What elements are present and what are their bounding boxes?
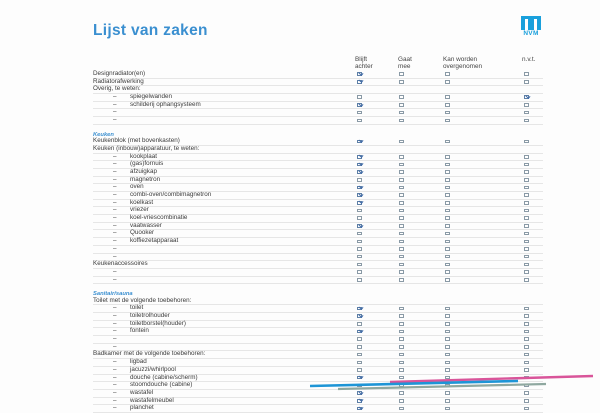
checkbox-blijft-achter[interactable] [357,376,362,380]
checkbox-gaat-mee[interactable] [399,384,404,388]
checkbox-gaat-mee[interactable] [399,376,404,380]
checkbox-blijft-achter[interactable] [357,80,362,84]
dash-bullet: – [113,275,117,283]
checkbox-nvt[interactable] [524,399,529,403]
row-label: koel-vriescombinatie [130,214,188,222]
dash-bullet: – [113,237,117,245]
table-row [93,223,543,231]
checkbox-nvt[interactable] [524,103,529,107]
checkbox-gaat-mee[interactable] [399,270,404,274]
row-label: Keuken (inbouw)apparatuur, te weten: [93,144,200,152]
checkbox-nvt[interactable] [524,247,529,251]
checkbox-gaat-mee[interactable] [399,368,404,372]
dash-bullet: – [113,206,117,214]
dash-bullet: – [113,108,117,116]
checkbox-kan-worden-overgenomen[interactable] [445,216,450,220]
checkbox-nvt[interactable] [524,216,529,220]
checkbox-gaat-mee[interactable] [399,103,404,107]
nvm-logo [520,16,542,44]
checkbox-gaat-mee[interactable] [399,209,404,213]
checkbox-nvt[interactable] [524,368,529,372]
column-header-line: Kan worden [443,56,478,63]
table-row [93,382,543,390]
checkbox-gaat-mee[interactable] [399,119,404,123]
checkbox-nvt[interactable] [524,140,529,144]
checkbox-kan-worden-overgenomen[interactable] [445,155,450,159]
checkbox-blijft-achter[interactable] [357,263,362,267]
checkbox-nvt[interactable] [524,391,529,395]
checkbox-blijft-achter[interactable] [357,72,362,76]
table-row [93,146,543,154]
dash-bullet: – [113,252,117,260]
checkbox-kan-worden-overgenomen[interactable] [445,376,450,380]
dash-bullet: – [113,365,117,373]
checkbox-gaat-mee[interactable] [399,240,404,244]
checkbox-blijft-achter[interactable] [357,240,362,244]
checkbox-blijft-achter[interactable] [357,111,362,115]
dash-bullet: – [113,335,117,343]
row-label: douche (cabine/scherm) [130,373,198,381]
checkbox-gaat-mee[interactable] [399,255,404,259]
checkbox-kan-worden-overgenomen[interactable] [445,247,450,251]
checkbox-kan-worden-overgenomen[interactable] [445,80,450,84]
checkbox-blijft-achter[interactable] [357,155,362,159]
table-row [93,192,543,200]
checkbox-nvt[interactable] [524,330,529,334]
nvm-logo-text: NVM [523,30,539,37]
checkbox-blijft-achter[interactable] [357,232,362,236]
dash-bullet: – [113,100,117,108]
checkbox-nvt[interactable] [524,263,529,267]
checkbox-gaat-mee[interactable] [399,232,404,236]
checkbox-nvt[interactable] [524,201,529,205]
checkbox-kan-worden-overgenomen[interactable] [445,240,450,244]
row-label: Keuken [93,131,114,138]
dash-bullet: – [113,183,117,191]
table-row [93,298,543,306]
row-label: toilet [130,304,144,312]
row-label: combi-oven/combimagnetron [130,191,212,198]
dash-bullet: – [113,221,117,229]
checkbox-gaat-mee[interactable] [399,330,404,334]
table-row [93,269,543,277]
column-header-line: Blijft [355,56,368,63]
checkbox-gaat-mee[interactable] [399,193,404,197]
checkbox-nvt[interactable] [524,322,529,326]
checkbox-blijft-achter[interactable] [357,278,362,282]
checkbox-nvt[interactable] [524,270,529,274]
row-label: (gas)fornuis [130,160,164,168]
checkbox-kan-worden-overgenomen[interactable] [445,270,450,274]
checkbox-nvt[interactable] [524,255,529,259]
dash-bullet: – [113,93,117,101]
checkbox-nvt[interactable] [524,193,529,197]
checkbox-blijft-achter[interactable] [357,103,362,107]
checkbox-blijft-achter[interactable] [357,337,362,341]
row-label: toiletborstel(houder) [130,319,187,327]
row-label: Overig, te weten: [93,85,141,93]
checkbox-blijft-achter[interactable] [357,314,362,318]
checkbox-gaat-mee[interactable] [399,353,404,357]
checkbox-gaat-mee[interactable] [399,247,404,251]
column-header-line: Gaat [398,56,412,63]
checkbox-gaat-mee[interactable] [399,399,404,403]
row-label: stoomdouche (cabine) [130,381,193,389]
checkbox-nvt[interactable] [524,384,529,388]
row-label: Toilet met de volgende toebehoren: [93,296,192,304]
dash-bullet: – [113,116,117,124]
checkbox-nvt[interactable] [524,155,529,159]
checkbox-nvt[interactable] [524,240,529,244]
nvm-logo-icon [521,16,541,30]
checkbox-kan-worden-overgenomen[interactable] [445,72,450,76]
checkbox-kan-worden-overgenomen[interactable] [445,224,450,228]
page-title: Lijst van zaken [93,22,208,39]
table-row [93,351,543,359]
table-row [93,102,543,110]
dash-bullet: – [113,327,117,335]
dash-bullet: – [113,388,117,396]
checkbox-kan-worden-overgenomen[interactable] [445,263,450,267]
row-label: vriezer [130,206,149,214]
table-row [93,277,543,285]
row-label: toiletrolhouder [130,312,170,319]
checkbox-nvt[interactable] [524,361,529,365]
table-row [93,71,543,79]
dash-bullet: – [113,404,117,412]
checkbox-kan-worden-overgenomen[interactable] [445,186,450,190]
table-row [93,398,543,406]
row-label: Radiatorafwerking [93,77,144,85]
dash-bullet: – [113,358,117,366]
row-label: jacuzzi/whirlpool [130,365,176,373]
column-header-line: overgenomen [443,63,483,71]
table-row [93,177,543,185]
checkbox-gaat-mee[interactable] [399,322,404,326]
checkbox-nvt[interactable] [524,337,529,341]
checkbox-nvt[interactable] [524,170,529,174]
row-label: koffiezetapparaat [130,237,179,245]
checkbox-gaat-mee[interactable] [399,163,404,167]
checkbox-nvt[interactable] [524,307,529,311]
row-label: Sanitair/sauna [93,290,133,297]
checkbox-kan-worden-overgenomen[interactable] [445,103,450,107]
checkbox-nvt[interactable] [524,278,529,282]
dash-bullet: – [113,229,117,237]
row-label: Badkamer met de volgende toebehoren: [93,350,206,358]
checkbox-kan-worden-overgenomen[interactable] [445,314,450,318]
row-label: schilderij ophangsysteem [130,100,201,108]
checkbox-nvt[interactable] [524,80,529,84]
checkbox-nvt[interactable] [524,345,529,349]
checkbox-kan-worden-overgenomen[interactable] [445,407,450,411]
checkbox-gaat-mee[interactable] [399,95,404,99]
row-label: spiegelwanden [130,93,173,101]
table-row [93,405,543,413]
checkbox-nvt[interactable] [524,232,529,236]
checkbox-nvt[interactable] [524,163,529,167]
table-row [93,169,543,177]
checkbox-gaat-mee[interactable] [399,186,404,190]
checkbox-gaat-mee[interactable] [399,391,404,395]
checkbox-blijft-achter[interactable] [357,224,362,228]
row-label: kookplaat [130,152,157,160]
checkbox-kan-worden-overgenomen[interactable] [445,255,450,259]
checkbox-kan-worden-overgenomen[interactable] [445,193,450,197]
checkbox-blijft-achter[interactable] [357,345,362,349]
checkbox-gaat-mee[interactable] [399,111,404,115]
checkbox-gaat-mee[interactable] [399,263,404,267]
column-header-nvt [522,56,535,63]
checkbox-gaat-mee[interactable] [399,170,404,174]
checkbox-kan-worden-overgenomen[interactable] [445,345,450,349]
dash-bullet: – [113,396,117,404]
dash-bullet: – [113,244,117,252]
dash-bullet: – [113,381,117,389]
checkbox-kan-worden-overgenomen[interactable] [445,111,450,115]
checkbox-kan-worden-overgenomen[interactable] [445,353,450,357]
checkbox-kan-worden-overgenomen[interactable] [445,209,450,213]
checkbox-gaat-mee[interactable] [399,80,404,84]
checkbox-blijft-achter[interactable] [357,361,362,365]
checkbox-blijft-achter[interactable] [357,399,362,403]
column-header-gaat-mee [398,56,412,70]
row-label: magnetron [130,175,161,183]
checkbox-gaat-mee[interactable] [399,278,404,282]
checkbox-kan-worden-overgenomen[interactable] [445,399,450,403]
checkbox-nvt[interactable] [524,111,529,115]
row-label: wastafelmeubel [130,396,174,404]
column-header-line: n.v.t. [522,56,536,63]
checkbox-gaat-mee[interactable] [399,407,404,411]
checkbox-nvt[interactable] [524,186,529,190]
row-label: Keukenaccessoires [93,260,148,268]
checkbox-blijft-achter[interactable] [357,307,362,311]
checkbox-kan-worden-overgenomen[interactable] [445,140,450,144]
checkbox-kan-worden-overgenomen[interactable] [445,170,450,174]
row-label: Quooker [130,229,155,237]
table-row [93,336,543,344]
checkbox-gaat-mee[interactable] [399,307,404,311]
dash-bullet: – [113,198,117,206]
spacer [93,284,543,291]
dash-bullet: – [113,312,117,319]
dash-bullet: – [113,304,117,312]
checkbox-blijft-achter[interactable] [357,95,362,99]
checkbox-gaat-mee[interactable] [399,216,404,220]
checkbox-kan-worden-overgenomen[interactable] [445,95,450,99]
checkbox-kan-worden-overgenomen[interactable] [445,119,450,123]
checkbox-nvt[interactable] [524,407,529,411]
row-label: fontein [130,327,149,335]
table-row [93,117,543,125]
checkbox-kan-worden-overgenomen[interactable] [445,368,450,372]
checkbox-blijft-achter[interactable] [357,209,362,213]
checkbox-blijft-achter[interactable] [357,163,362,167]
checkbox-kan-worden-overgenomen[interactable] [445,163,450,167]
checkbox-gaat-mee[interactable] [399,314,404,318]
table-row [93,328,543,336]
column-header-line: achter [355,63,373,71]
checkbox-nvt[interactable] [524,224,529,228]
checkbox-blijft-achter[interactable] [357,330,362,334]
table-row [93,254,543,262]
checkbox-blijft-achter[interactable] [357,353,362,357]
checkbox-blijft-achter[interactable] [357,178,362,182]
checkbox-kan-worden-overgenomen[interactable] [445,322,450,326]
checkbox-kan-worden-overgenomen[interactable] [445,337,450,341]
table-row [93,238,543,246]
checkbox-gaat-mee[interactable] [399,224,404,228]
checkbox-nvt[interactable] [524,95,529,99]
row-label: koelkast [130,198,154,206]
checkbox-nvt[interactable] [524,314,529,318]
checkbox-nvt[interactable] [524,353,529,357]
checkbox-kan-worden-overgenomen[interactable] [445,232,450,236]
checkbox-kan-worden-overgenomen[interactable] [445,391,450,395]
row-label: ligbad [130,358,147,366]
checkbox-nvt[interactable] [524,376,529,380]
checkbox-gaat-mee[interactable] [399,140,404,144]
checkbox-gaat-mee[interactable] [399,361,404,365]
checkbox-blijft-achter[interactable] [357,368,362,372]
checkbox-blijft-achter[interactable] [357,391,362,395]
table-row [93,246,543,254]
checkbox-gaat-mee[interactable] [399,201,404,205]
dash-bullet: – [113,160,117,168]
table-row [93,321,543,329]
row-label: wastafel [130,388,154,396]
column-header-kan-worden-overgenomen [443,56,482,70]
row-label: oven [130,183,144,191]
dash-bullet: – [113,373,117,381]
checkbox-kan-worden-overgenomen[interactable] [445,201,450,205]
table-row [93,161,543,169]
checkbox-blijft-achter[interactable] [357,270,362,274]
checkbox-blijft-achter[interactable] [357,201,362,205]
dash-bullet: – [113,267,117,275]
checkbox-blijft-achter[interactable] [357,255,362,259]
table-row [93,79,543,87]
checklist-table [93,71,543,413]
checkbox-blijft-achter[interactable] [357,193,362,197]
checkbox-gaat-mee[interactable] [399,178,404,182]
column-header-line: mee [398,63,411,71]
checkbox-gaat-mee[interactable] [399,72,404,76]
row-label: afzuigkap [130,167,157,175]
checkbox-kan-worden-overgenomen[interactable] [445,330,450,334]
checkbox-kan-worden-overgenomen[interactable] [445,278,450,282]
checkbox-nvt[interactable] [524,72,529,76]
checkbox-blijft-achter[interactable] [357,247,362,251]
row-label: Designradiator(en) [93,70,146,77]
table-row [93,109,543,117]
checkbox-blijft-achter[interactable] [357,119,362,123]
dash-bullet: – [113,214,117,222]
checkbox-kan-worden-overgenomen[interactable] [445,384,450,388]
spacer [93,125,543,132]
checkbox-blijft-achter[interactable] [357,384,362,388]
checkbox-blijft-achter[interactable] [357,186,362,190]
checkbox-blijft-achter[interactable] [357,407,362,411]
table-row [93,200,543,208]
dash-bullet: – [113,319,117,327]
row-label: Keukenblok (met bovenkasten) [93,137,180,145]
checkbox-blijft-achter[interactable] [357,170,362,174]
dash-bullet: – [113,152,117,160]
checkbox-blijft-achter[interactable] [357,322,362,326]
row-label: planchet [130,404,154,412]
dash-bullet: – [113,175,117,183]
dash-bullet: – [113,342,117,350]
checkbox-blijft-achter[interactable] [357,140,362,144]
row-label: vaatwasser [130,221,162,229]
checkbox-gaat-mee[interactable] [399,337,404,341]
checkbox-nvt[interactable] [524,209,529,213]
column-header-blijft-achter [355,56,373,70]
checkbox-kan-worden-overgenomen[interactable] [445,361,450,365]
checkbox-nvt[interactable] [524,119,529,123]
table-row [93,261,543,269]
dash-bullet: – [113,191,117,198]
checkbox-kan-worden-overgenomen[interactable] [445,307,450,311]
checkbox-kan-worden-overgenomen[interactable] [445,178,450,182]
checkbox-blijft-achter[interactable] [357,216,362,220]
checkbox-gaat-mee[interactable] [399,345,404,349]
dash-bullet: – [113,167,117,175]
checkbox-nvt[interactable] [524,178,529,182]
checkbox-gaat-mee[interactable] [399,155,404,159]
